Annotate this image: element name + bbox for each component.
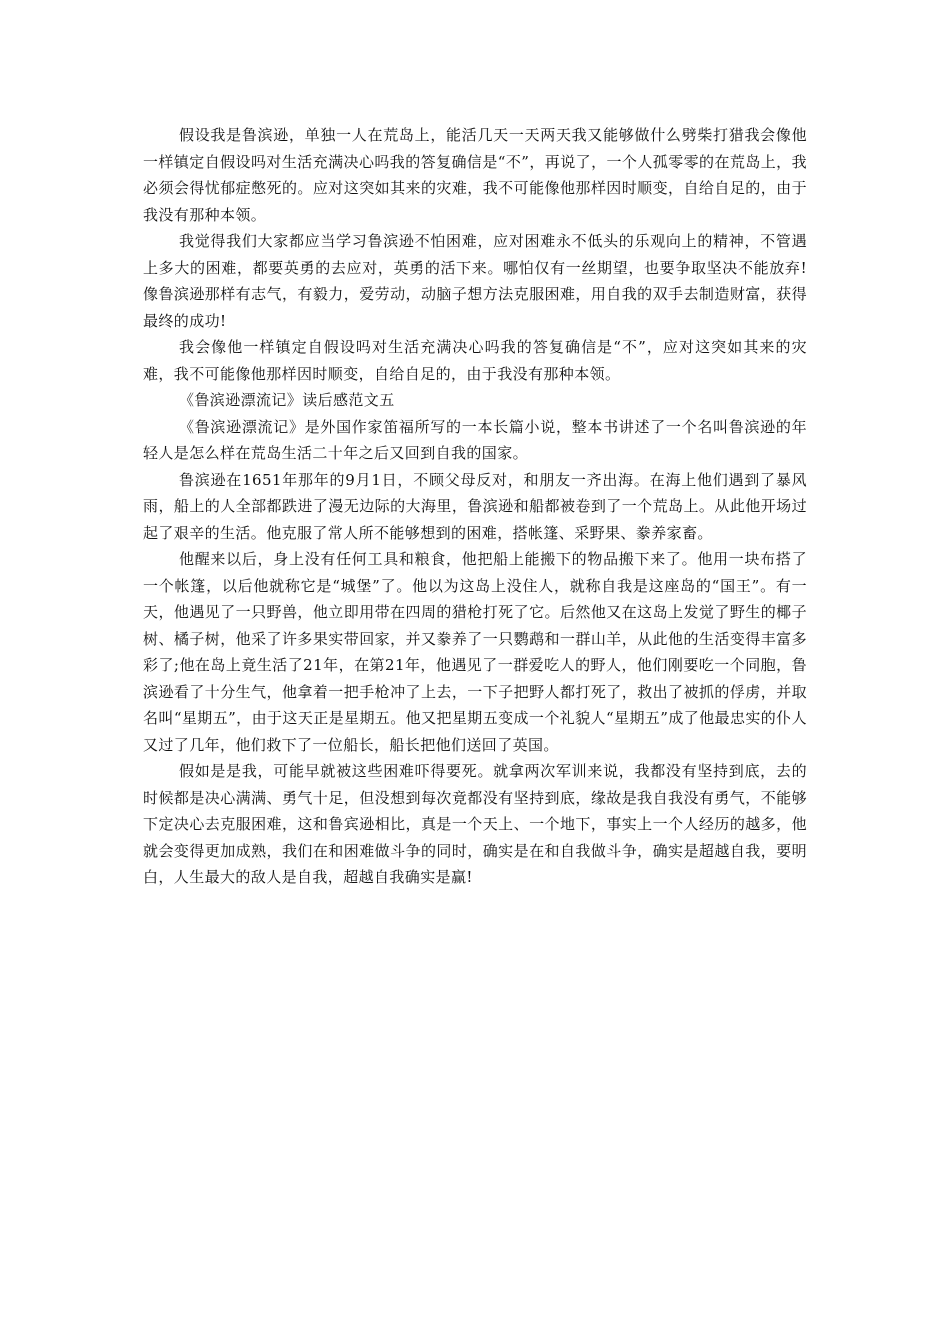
- paragraph-3: 我会像他一样镇定自假设吗对生活充满决心吗我的答复确信是“不”，应对这突如其来的灾难，我不可能像他那样因时顺变，自给自足的，由于我没有那种本领。: [143, 338, 807, 383]
- paragraph-2: 我觉得我们大家都应当学习鲁滨逊不怕困难，应对困难永不低头的乐观向上的精神，不管遇上多大的困难，都要英勇的去应对，英勇的活下来。哪怕仅有一丝期望，也要争取坚决不能放弃!像鲁滨逊那样有志气，有毅力，爱劳动，动脑子想方法克服困难，用自我的双手去制造财富，获得最终的成功!: [143, 232, 807, 330]
- section-heading: 《鲁滨逊漂流记》读后感范文五: [179, 391, 395, 409]
- document-body: [143, 122, 807, 891]
- paragraph-7: 假如是是我，可能早就被这些困难吓得要死。就拿两次军训来说，我都没有坚持到底，去的时候都是决心满满、勇气十足，但没想到每次竟都没有坚持到底，缘故是我自我没有勇气，不能够下定决心去克服困难，这和鲁宾逊相比，真是一个天上、一个地下，事实上一个人经历的越多，他就会变得更加成熟，我们在和困难做斗争的同时，确实是在和自我做斗争，确实是超越自我，要明白，人生最大的敌人是自我，超越自我确实是赢!: [143, 762, 807, 886]
- paragraph-6: 他醒来以后，身上没有任何工具和粮食，他把船上能搬下的物品搬下来了。他用一块布搭了一个帐篷，以后他就称它是“城堡”了。他以为这岛上没住人，就称自我是这座岛的“国王”。有一天，他遇见了一只野兽，他立即用带在四周的猎枪打死了它。后然他又在这岛上发觉了野生的椰子树、橘子树，他采了许多果实带回家，并又豢养了一只鹦鹉和一群山羊，从此他的生活变得丰富多彩了;他在岛上竟生活了21年，在第21年，他遇见了一群爱吃人的野人，他们刚要吃一个同胞，鲁滨逊看了十分生气，他拿着一把手枪冲了上去，一下子把野人都打死了，救出了被抓的俘虏，并取名叫“星期五”，由于这天正是星期五。他又把星期五变成一个礼貌人“星期五”成了他最忠实的仆人又过了几年，他们救下了一位船长，船长把他们送回了英国。: [143, 550, 807, 754]
- paragraph-1: 假设我是鲁滨逊，单独一人在荒岛上，能活几天一天两天我又能够做什么劈柴打猎我会像他一样镇定自假设吗对生活充满决心吗我的答复确信是“不”，再说了，一个人孤零零的在荒岛上，我必须会得忧郁症憋死的。应对这突如其来的灾难，我不可能像他那样因时顺变，自给自足的，由于我没有那种本领。: [143, 126, 807, 224]
- paragraph-5: 鲁滨逊在1651年那年的9月1日，不顾父母反对，和朋友一齐出海。在海上他们遇到了暴风雨，船上的人全部都跌进了漫无边际的大海里，鲁滨逊和船都被卷到了一个荒岛上。从此他开场过起了艰辛的生活。他克服了常人所不能够想到的困难，搭帐篷、采野果、豢养家畜。: [143, 470, 807, 542]
- paragraph-4: 《鲁滨逊漂流记》是外国作家笛福所写的一本长篇小说，整本书讲述了一个名叫鲁滨逊的年轻人是怎么样在荒岛生活二十年之后又回到自我的国家。: [143, 417, 807, 462]
